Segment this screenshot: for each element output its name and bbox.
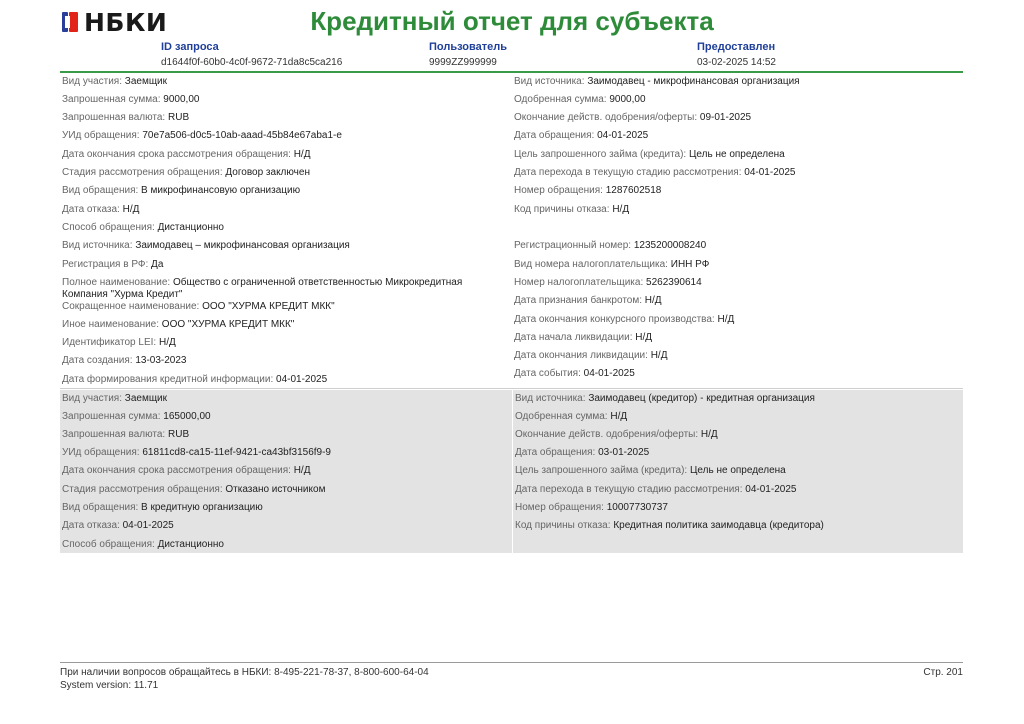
user-label: Пользователь: [429, 41, 508, 53]
field-row: Идентификатор LEI: Н/Д: [62, 337, 176, 348]
field-row: Способ обращения: Дистанционно: [62, 222, 224, 233]
field-row: Дата отказа: Н/Д: [62, 204, 140, 215]
field-row: Дата окончания срока рассмотрения обращения: Н/Д: [62, 149, 311, 160]
inquiry-record-1: [60, 73, 963, 389]
field-row: Цель запрошенного займа (кредита): Цель не определена: [515, 465, 786, 476]
field-row: Код причины отказа: Н/Д: [514, 204, 630, 215]
field-row: Вид источника: Заимодавец - микрофинансовая организация: [514, 76, 800, 87]
field-row: Вид участия: Заемщик: [62, 76, 168, 87]
field-row: Окончание действ. одобрения/оферты: Н/Д: [515, 429, 718, 440]
footer-version: System version: 11.71: [60, 680, 159, 691]
logo-text: НБКИ: [84, 7, 168, 37]
request-id-label: ID запроса: [161, 41, 219, 53]
field-row: Дата перехода в текущую стадию рассмотрения: 04-01-2025: [515, 484, 797, 495]
field-row: Дата создания: 13-03-2023: [62, 355, 187, 366]
field-row: Дата события: 04-01-2025: [514, 368, 635, 379]
field-row: Вид обращения: В микрофинансовую организацию: [62, 185, 301, 196]
field-row: Код причины отказа: Кредитная политика заимодавца (кредитора): [515, 520, 824, 531]
field-row: Дата обращения: 03-01-2025: [515, 447, 650, 458]
field-row: Вид источника: Заимодавец (кредитор) - кредитная организация: [515, 393, 815, 404]
field-row: Запрошенная сумма: 165000,00: [62, 411, 211, 422]
page-title: Кредитный отчет для субъекта: [310, 6, 714, 36]
field-row: УИд обращения: 70e7a506-d0c5-10ab-aaad-45b84e67aba1-e: [62, 130, 342, 141]
field-row: УИд обращения: 61811cd8-ca15-11ef-9421-ca43bf3156f9-9: [62, 447, 331, 458]
field-row: Цель запрошенного займа (кредита): Цель не определена: [514, 149, 785, 160]
field-row: Номер налогоплательщика: 5262390614: [514, 277, 702, 288]
field-row: Окончание действ. одобрения/оферты: 09-01-2025: [514, 112, 752, 123]
field-row: Дата начала ликвидации: Н/Д: [514, 332, 653, 343]
footer-contact: При наличии вопросов обращайтесь в НБКИ: 8-495-221-78-37, 8-800-600-64-04: [60, 667, 429, 678]
request-id-value: d1644f0f-60b0-4c0f-9672-71da8c5ca216: [161, 57, 343, 68]
field-row: Способ обращения: Дистанционно: [62, 539, 224, 550]
field-row: Запрошенная валюта: RUB: [62, 112, 190, 123]
field-row: Дата окончания конкурсного производства: Н/Д: [514, 314, 735, 325]
field-row: Дата перехода в текущую стадию рассмотрения: 04-01-2025: [514, 167, 796, 178]
record-right-column: [512, 73, 963, 388]
field-row: Стадия рассмотрения обращения: Договор заключен: [62, 167, 310, 178]
field-row: Одобренная сумма: 9000,00: [514, 94, 646, 105]
field-row: Номер обращения: 1287602518: [514, 185, 662, 196]
inquiry-record-2: [60, 390, 963, 553]
field-row: Одобренная сумма: Н/Д: [515, 411, 628, 422]
field-row: Дата признания банкротом: Н/Д: [514, 295, 662, 306]
field-row: Дата окончания ликвидации: Н/Д: [514, 350, 668, 361]
field-row: Дата формирования кредитной информации: 04-01-2025: [62, 374, 328, 385]
field-row: Регистрационный номер: 1235200008240: [514, 240, 707, 251]
provided-label: Предоставлен: [697, 41, 776, 53]
record-right-column: [512, 390, 963, 553]
user-value: 9999ZZ999999: [429, 57, 497, 68]
field-row: Вид источника: Заимодавец – микрофинансовая организация: [62, 240, 350, 251]
field-row: Полное наименование: Общество с ограниченной ответственностью Микрокредитная Компания "Хурма Кредит": [62, 277, 463, 300]
field-row: Дата отказа: 04-01-2025: [62, 520, 174, 531]
footer-divider: [60, 662, 963, 663]
provided-value: 03-02-2025 14:52: [697, 57, 776, 68]
field-row: Номер обращения: 10007730737: [515, 502, 668, 513]
field-row: Иное наименование: ООО "ХУРМА КРЕДИТ МКК": [62, 319, 295, 330]
field-row: Вид участия: Заемщик: [62, 393, 168, 404]
page-number: Стр. 201: [923, 667, 963, 678]
field-row: Вид номера налогоплательщика: ИНН РФ: [514, 259, 710, 270]
record-left-column: [60, 390, 512, 553]
field-row: Сокращенное наименование: ООО "ХУРМА КРЕДИТ МКК": [62, 301, 335, 312]
field-row: Запрошенная валюта: RUB: [62, 429, 190, 440]
record-left-column: [60, 73, 512, 388]
field-row: Стадия рассмотрения обращения: Отказано источником: [62, 484, 326, 495]
field-row: Запрошенная сумма: 9000,00: [62, 94, 200, 105]
field-row: Регистрация в РФ: Да: [62, 259, 164, 270]
field-row: Дата окончания срока рассмотрения обращения: Н/Д: [62, 465, 311, 476]
field-row: Дата обращения: 04-01-2025: [514, 130, 649, 141]
field-row: Вид обращения: В кредитную организацию: [62, 502, 263, 513]
